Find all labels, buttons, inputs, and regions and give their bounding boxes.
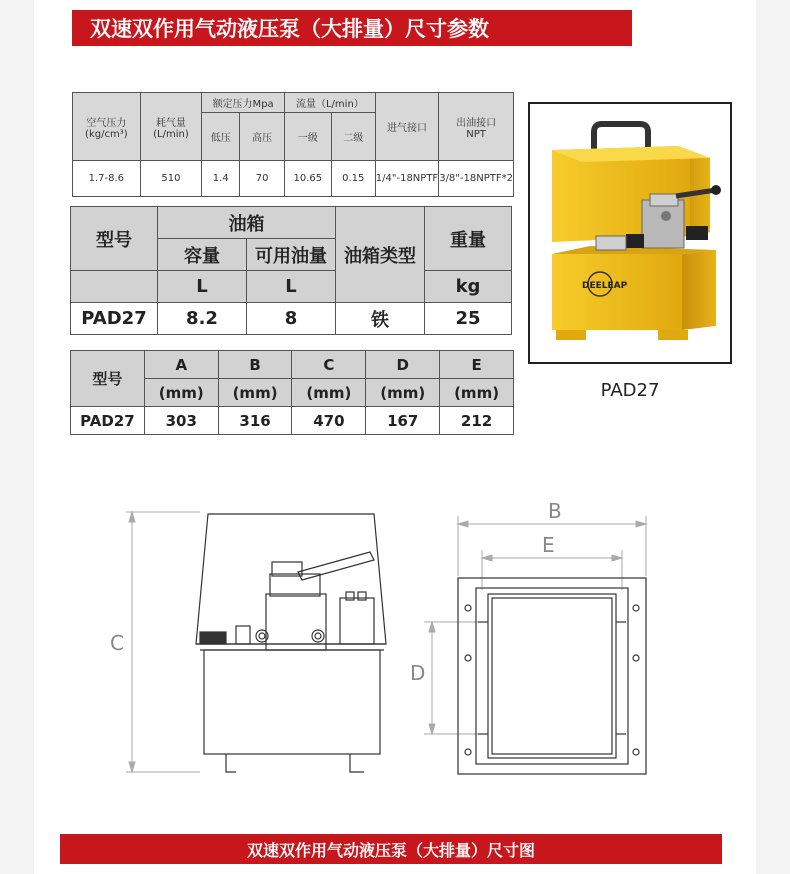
top-view [458,578,646,774]
spec-header-stage2: 二级 [331,113,375,161]
tank-unit-usable: L [247,271,336,303]
photo-caption: PAD27 [600,380,660,401]
label-e: E [542,533,555,557]
spec-cell-air-pressure: 1.7-8.6 [73,161,141,197]
spec-cell-air-consumption: 510 [140,161,202,197]
label-b: B [548,499,562,523]
spec-cell-oil-outlet: 3/8"-18NPTF*2 [439,161,514,197]
dim-cell-model: PAD27 [71,407,145,435]
dim-header-c: C [292,351,366,379]
tank-header-model: 型号 [71,207,158,271]
dim-unit-b: (mm) [218,379,292,407]
spec-cell-high: 70 [240,161,285,197]
label-d: D [410,661,426,685]
spec-cell-stage2: 0.15 [331,161,375,197]
dim-cell-b: 316 [218,407,292,435]
spec-header-rated-pressure: 额定压力Mpa [202,93,285,113]
tank-cell-tank-type: 铁 [336,303,425,335]
dim-line-d [424,622,486,734]
dim-cell-d: 167 [366,407,440,435]
tank-cell-weight: 25 [425,303,512,335]
dim-unit-e: (mm) [440,379,514,407]
tank-cell-capacity: 8.2 [158,303,247,335]
dim-unit-a: (mm) [144,379,218,407]
tank-unit-weight: kg [425,271,512,303]
drawing-banner-text: 双速双作用气动液压泵（大排量）尺寸图 [246,840,535,860]
dim-header-e: E [440,351,514,379]
tank-header-weight: 重量 [425,207,512,271]
tank-header-tank-type: 油箱类型 [336,207,425,303]
tank-cell-usable: 8 [247,303,336,335]
dim-cell-e: 212 [440,407,514,435]
dim-header-d: D [366,351,440,379]
side-view [196,514,386,772]
tank-header-tank: 油箱 [158,207,336,239]
spec-header-air-consumption [140,93,202,161]
spec-header-air-consumption-unit: (L/min) [153,128,189,140]
spec-header-oil-outlet-label: 出油接口 [456,117,497,129]
tank-unit-model-blank [71,271,158,303]
dim-unit-d: (mm) [366,379,440,407]
dimension-table [70,350,514,435]
dim-cell-c: 470 [292,407,366,435]
spec-header-low: 低压 [202,113,240,161]
title-banner [72,10,632,46]
pump-illustration [530,104,730,362]
brand-logo: DEELEAP [582,281,628,291]
spec-header-air-pressure-label: 空气压力 [86,117,127,129]
spec-cell-stage1: 10.65 [285,161,332,197]
dim-unit-c: (mm) [292,379,366,407]
product-photo [528,102,732,364]
spec-header-high: 高压 [240,113,285,161]
dim-cell-a: 303 [144,407,218,435]
dim-header-model: 型号 [71,351,145,407]
spec-header-oil-outlet [439,93,514,161]
tank-header-usable: 可用油量 [247,239,336,271]
title-banner-text: 双速双作用气动液压泵（大排量）尺寸参数 [90,17,489,41]
tank-table [70,206,512,335]
spec-header-oil-outlet-unit: NPT [466,128,486,140]
tank-cell-model: PAD27 [71,303,158,335]
tank-unit-capacity: L [158,271,247,303]
spec-cell-air-inlet: 1/4"-18NPTF [375,161,438,197]
spec-header-air-pressure-unit: (kg/cm³) [85,128,128,140]
dim-header-b: B [218,351,292,379]
dim-header-a: A [144,351,218,379]
spec-header-air-consumption-label: 耗气量 [155,117,186,129]
spec-header-air-pressure [73,93,141,161]
label-c: C [110,631,124,655]
spec-header-flow: 流量（L/min） [285,93,376,113]
dim-line-c [126,512,200,772]
spec-table [72,92,514,197]
spec-header-air-inlet: 进气接口 [375,93,438,161]
spec-cell-low: 1.4 [202,161,240,197]
dimension-drawing [0,490,790,790]
tank-header-capacity: 容量 [158,239,247,271]
spec-header-stage1: 一级 [285,113,332,161]
drawing-banner [60,834,722,864]
